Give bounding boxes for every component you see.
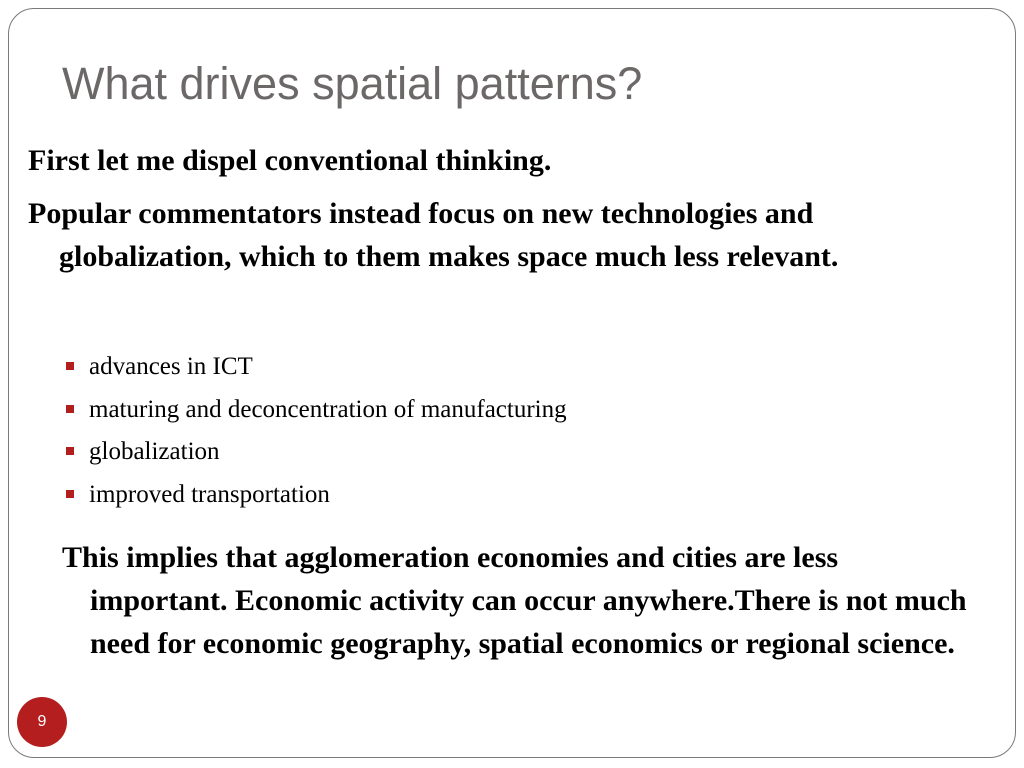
bullet-item (62, 431, 567, 474)
bullet-text: maturing and deconcentration of manufacturing (89, 395, 567, 423)
bullet-item (62, 389, 567, 432)
bullet-text: improved transportation (89, 480, 330, 508)
paragraph-implications: This implies that agglomeration economies and cities are less important. Economic activity can occur anywhere.There is not much need for economic geography, spatial economics or regional science. (62, 541, 967, 660)
bullet-text: advances in ICT (89, 353, 253, 380)
bullet-item (62, 474, 567, 517)
slide-title: What drives spatial patterns? (62, 58, 643, 109)
square-bullet-icon (66, 447, 74, 455)
bullet-text: globalization (89, 438, 220, 465)
page-number-badge: 9 (17, 697, 67, 747)
square-bullet-icon (66, 362, 74, 370)
square-bullet-icon (66, 490, 74, 498)
square-bullet-icon (66, 405, 74, 413)
paragraph-intro: First let me dispel conventional thinking. (28, 144, 552, 177)
paragraph-commentators: Popular commentators instead focus on new technologies and globalization, which to them makes space much less relevant. (28, 197, 839, 273)
bullet-list (62, 346, 567, 516)
bullet-item (62, 346, 567, 389)
